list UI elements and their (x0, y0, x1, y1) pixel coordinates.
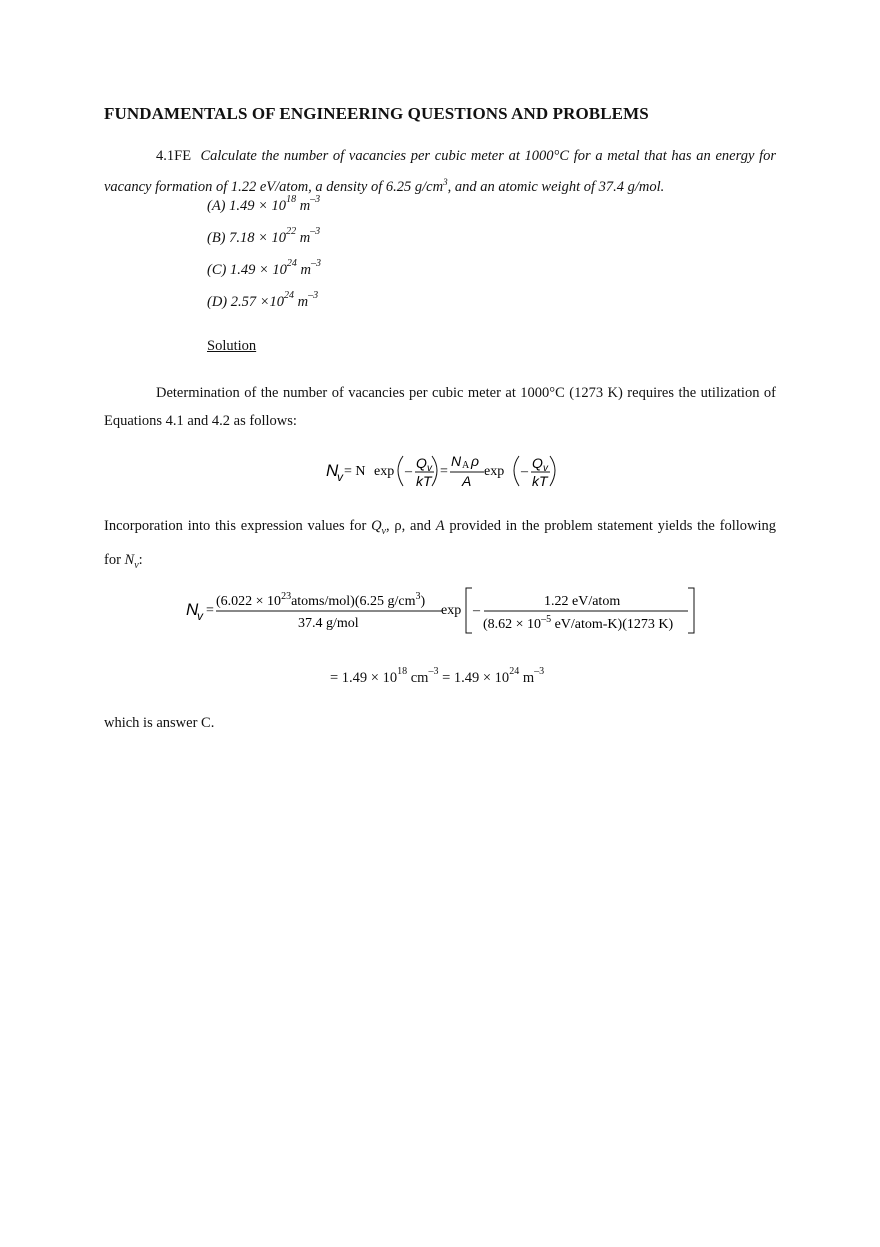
equation-substitution (180, 583, 710, 639)
svg-text:v: v (337, 470, 343, 484)
svg-text:N: N (451, 453, 462, 469)
svg-text:A: A (462, 473, 472, 489)
svg-text:Q: Q (416, 455, 427, 471)
page-title: FUNDAMENTALS OF ENGINEERING QUESTIONS AND PROBLEMS (104, 104, 649, 123)
paren-right (432, 456, 437, 486)
svg-text:=: = (206, 603, 214, 618)
eq1-equals-n: = N (344, 464, 366, 479)
option-c: (C) $1.49 \times 10^{24}$ $m^{-3}$ (207, 258, 321, 278)
svg-text:Q: Q (532, 455, 543, 471)
bracket-left (466, 588, 472, 633)
svg-text:=: = (440, 464, 448, 479)
option-b: (B) $7.18 \times 10^{22}$ $m^{-3}$ (207, 226, 321, 246)
eq1-lhs: N (326, 461, 339, 480)
conclusion: which is answer C. (104, 715, 215, 731)
svg-text:–: – (405, 464, 412, 479)
equation-vacancy-formula (320, 446, 570, 494)
bracket-right (688, 588, 694, 633)
eq2-exponent-top: 1.22 eV/atom (544, 594, 621, 609)
svg-text:exp: exp (441, 603, 462, 618)
svg-text:v: v (197, 609, 203, 623)
svg-text:A: A (462, 460, 470, 471)
eq2-numerator: $(6.022 \times 10^{23}atoms/mol)(6.25$ $g/cm^3$) (216, 591, 426, 609)
option-a: (A) $1.49 \times 10^{18}$ $m^{-3}$ (207, 194, 321, 214)
solution-paragraph-2: Incorporation into this expression values for $Q_v$, ρ, and A provided in the problem statement yields the following for $N_v$: (104, 518, 777, 571)
option-d: (D) $2.57 \times 10^{24}$ $m^{-3}$ (207, 290, 319, 310)
question-body: Calculate the number of vacancies per cubic meter at 1000°C for a metal that has an energy for vacancy formation of 1.22 eV/atom, a density of 6.25 $g/cm^3$, and an atomic weight of 37.4 g/mol. (104, 148, 776, 195)
solution-heading: Solution (207, 338, 257, 354)
svg-text:kT: kT (532, 473, 548, 489)
eq2-exponent-bottom: ($8.62 \times 10^{-5}$ eV/atom-K)(1273 K) (483, 614, 674, 632)
svg-text:–: – (521, 464, 528, 479)
svg-text:exp: exp (374, 464, 395, 479)
paren-left (398, 456, 403, 486)
eq2-denominator: 37.4 g/mol (298, 616, 359, 631)
solution-paragraph-1: Determination of the number of vacancies per cubic meter at 1000°C (1273 K) requires the utilization of Equations 4.1 and 4.2 as follows: (104, 385, 776, 429)
result-line: = $1.49 \times 10^{18}$ $cm^{-3} = 1.49 \times 10^{24}$ $m^{-3}$ (330, 666, 545, 686)
svg-text:ρ: ρ (471, 453, 480, 469)
svg-text:exp: exp (484, 464, 505, 479)
question-text (104, 143, 776, 200)
svg-text:–: – (473, 603, 480, 618)
svg-text:v: v (427, 463, 432, 474)
question-number: 4.1FE (156, 148, 192, 164)
svg-text:N: N (186, 600, 199, 619)
svg-text:kT: kT (416, 473, 432, 489)
svg-text:v: v (543, 463, 548, 474)
